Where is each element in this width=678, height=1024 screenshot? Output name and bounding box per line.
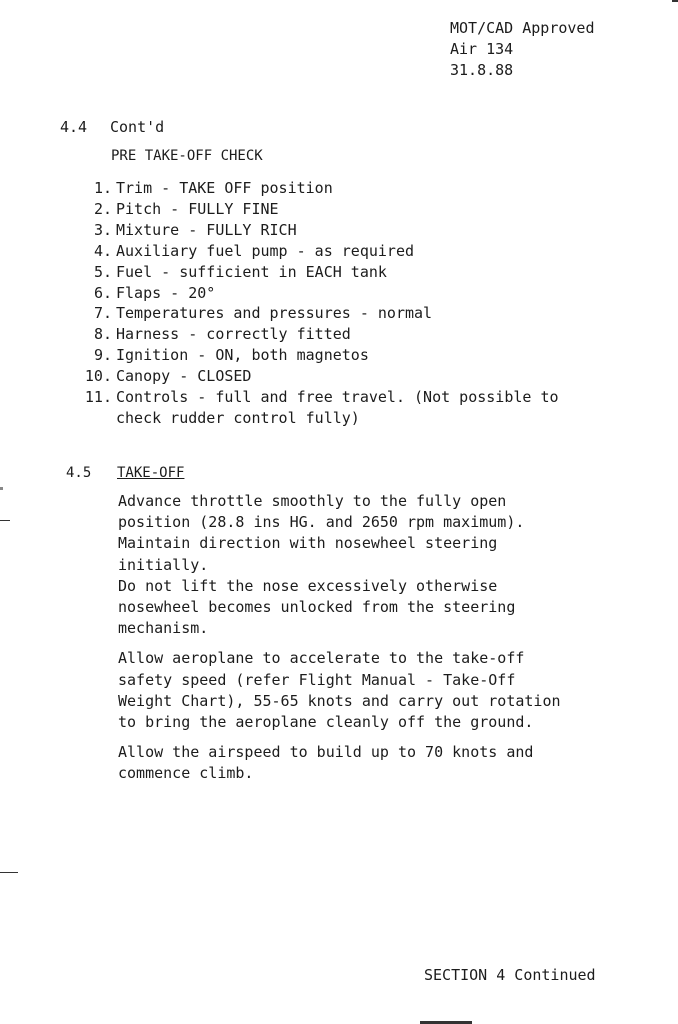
item-number: 7. xyxy=(93,304,112,323)
item-text: Temperatures and pressures - normal xyxy=(116,304,433,323)
item-text: Auxiliary fuel pump - as required xyxy=(116,241,415,260)
item-number: 1. xyxy=(93,179,112,197)
section-title: TAKE-OFF xyxy=(117,465,185,481)
approval-line: 31.8.88 xyxy=(450,61,514,79)
item-number: 11. xyxy=(84,388,112,407)
item-text: Trim - TAKE OFF position xyxy=(116,179,333,197)
item-number: 10. xyxy=(84,367,112,386)
instruction-paragraph: Allow aeroplane to accelerate to the take-off safety speed (refer Flight Manual - Take-Off Weight Chart), 55-65 knots and carry out rotation to bring the aeroplane cleanly off the ground. xyxy=(118,649,561,732)
item-number: 9. xyxy=(93,346,112,365)
checklist-item xyxy=(72,178,652,199)
item-text: Fuel - sufficient in EACH tank xyxy=(116,262,387,281)
takeoff-instructions xyxy=(118,491,658,794)
checklist-title: PRE TAKE-OFF CHECK xyxy=(111,148,263,164)
instruction-paragraph: Advance throttle smoothly to the fully open position (28.8 ins HG. and 2650 rpm maximum). Maintain direction with nosewheel steering initially. Do not lift the nose excessively otherwise nosewheel becomes unlocked from the steering mechanism. xyxy=(118,492,525,638)
item-number: 4. xyxy=(93,241,112,260)
item-number: 2. xyxy=(93,199,112,218)
item-text: Harness - correctly fitted xyxy=(116,325,351,344)
item-text: Controls - full and free travel. (Not possible to check rudder control fully) xyxy=(116,388,559,427)
item-number: 3. xyxy=(93,220,112,239)
checklist-item xyxy=(72,220,652,241)
item-number: 8. xyxy=(93,325,112,344)
item-text: Flaps - 20° xyxy=(116,283,216,302)
item-text: Canopy - CLOSED xyxy=(116,367,252,386)
item-text: Ignition - ON, both magnetos xyxy=(116,346,369,365)
item-number: 6. xyxy=(93,283,112,302)
checklist-item xyxy=(72,241,652,262)
checklist-item xyxy=(72,303,652,324)
section-4-4-heading xyxy=(60,118,164,136)
checklist-item xyxy=(72,366,652,387)
scan-mark xyxy=(0,520,10,521)
instruction-paragraph: Allow the airspeed to build up to 70 knots and commence climb. xyxy=(118,743,534,783)
scan-mark xyxy=(672,0,678,2)
item-text: Mixture - FULLY RICH xyxy=(116,220,297,239)
section-title: Cont'd xyxy=(110,118,165,136)
checklist-item xyxy=(72,283,652,304)
section-number: 4.5 xyxy=(66,465,92,481)
approval-line: MOT/CAD Approved xyxy=(450,19,595,37)
approval-stamp xyxy=(450,18,595,81)
scan-mark xyxy=(0,872,18,873)
checklist-item xyxy=(72,345,652,366)
approval-line: Air 134 xyxy=(450,40,514,58)
item-number: 5. xyxy=(93,262,112,281)
checklist-item xyxy=(72,387,652,429)
checklist-item xyxy=(72,262,652,283)
checklist-item xyxy=(72,199,652,220)
item-text: Pitch - FULLY FINE xyxy=(116,199,279,218)
scan-mark xyxy=(0,487,3,490)
pre-takeoff-checklist xyxy=(72,178,652,429)
section-number: 4.4 xyxy=(60,118,88,136)
section-4-5-heading xyxy=(66,465,184,481)
checklist-item xyxy=(72,324,652,345)
page-footer: SECTION 4 Continued xyxy=(424,966,596,984)
